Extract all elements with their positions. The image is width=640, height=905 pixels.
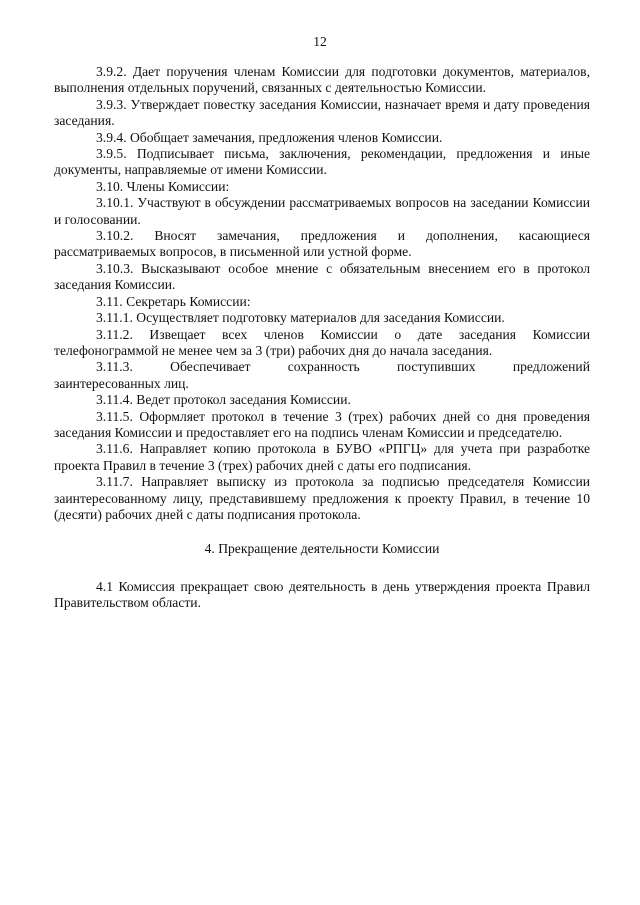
document-body (54, 64, 590, 612)
section-heading: 4. Прекращение деятельности Комиссии (204, 541, 440, 557)
paragraph-3-10-3: 3.10.3. Высказывают особое мнение с обязательным внесением его в протокол заседания Комиссии. (54, 260, 590, 293)
paragraph-3-11-2: 3.11.2. Извещает всех членов Комиссии о дате заседания Комиссии телефонограммой не менее чем за 3 (три) рабочих дня до начала заседания. (54, 326, 590, 358)
paragraph-3-10: 3.10. Члены Комиссии: (96, 178, 230, 194)
paragraph-3-9-3: 3.9.3. Утверждает повестку заседания Комиссии, назначает время и дату проведения заседания. (54, 96, 590, 129)
paragraph-3-10-1: 3.10.1. Участвуют в обсуждении рассматриваемых вопросов на заседании Комиссии и голосовании. (54, 195, 590, 227)
paragraph-3-11: 3.11. Секретарь Комиссии: (96, 293, 251, 309)
paragraph-3-9-4: 3.9.4. Обобщает замечания, предложения членов Комиссии. (96, 129, 443, 145)
paragraph-3-11-7: 3.11.7. Направляет выписку из протокола за подписью председателя Комиссии заинтересованному лицу, представившему предложения к проекту Правил, в течение 10 (десяти) рабочих дней с даты подписания протокола. (54, 474, 590, 522)
page-number: 12 (313, 34, 327, 49)
paragraph-3-11-4: 3.11.4. Ведет протокол заседания Комиссии. (96, 392, 351, 408)
paragraph-3-11-1: 3.11.1. Осуществляет подготовку материалов для заседания Комиссии. (96, 310, 505, 326)
paragraph-4-1: 4.1 Комиссия прекращает свою деятельность в день утверждения проекта Правил Правительством области. (54, 578, 590, 611)
word: 3.11.3. (96, 359, 133, 375)
word: поступивших (397, 359, 476, 375)
paragraph-3-10-2: 3.10.2. Вносят замечания, предложения и дополнения, касающиеся рассматриваемых вопросов, в письменной или устной форме. (54, 228, 590, 260)
word: Обеспечивает (170, 359, 251, 375)
paragraph-3-11-5: 3.11.5. Оформляет протокол в течение 3 (трех) рабочих дней со дня проведения заседания Комиссии и предоставляет его на подпись членам Комиссии и председателю. (54, 408, 590, 440)
paragraph-3-9-5: 3.9.5. Подписывает письма, заключения, рекомендации, предложения и иные документы, направляемые от имени Комиссии. (54, 146, 590, 178)
word: сохранность (287, 359, 360, 375)
paragraph-3-11-3 (54, 359, 590, 392)
paragraph-3-11-3-continuation: заинтересованных лиц. (54, 375, 189, 391)
word: предложений (512, 359, 590, 375)
paragraph-3-11-3-line (54, 359, 590, 375)
paragraph-3-11-6: 3.11.6. Направляет копию протокола в БУВО «РПГЦ» для учета при разработке проекта Правил в течение 3 (трех) рабочих дней с даты его подписания. (54, 441, 590, 473)
paragraph-3-9-2: 3.9.2. Дает поручения членам Комиссии для подготовки документов, материалов, выполнения отдельных поручений, связанных с деятельностью Комиссии. (54, 64, 590, 96)
